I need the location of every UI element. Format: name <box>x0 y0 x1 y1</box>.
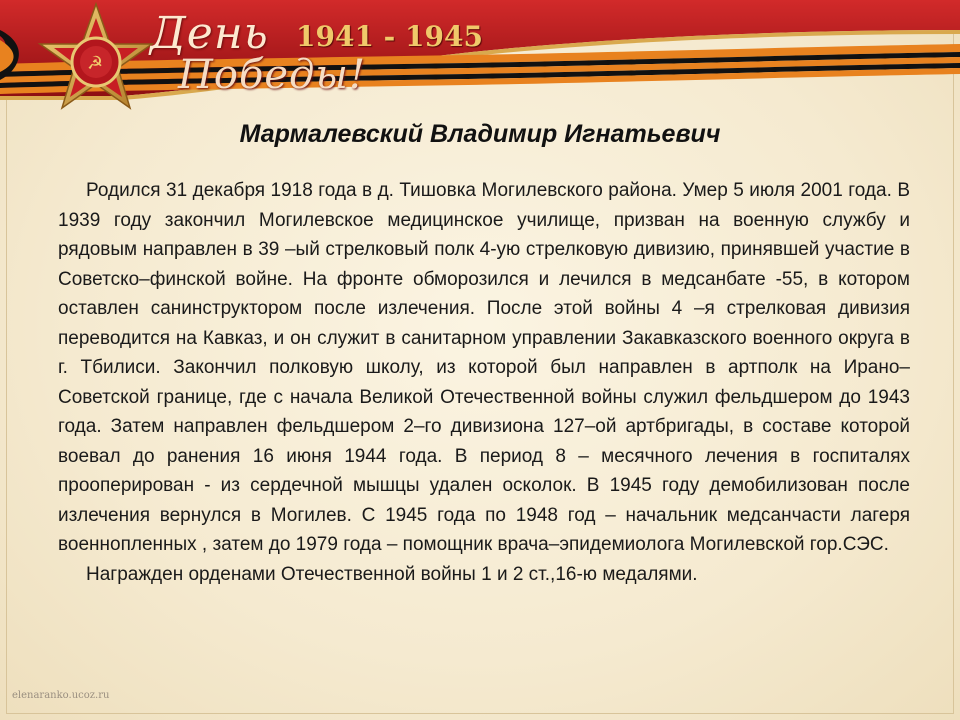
victory-day-banner <box>0 0 960 120</box>
banner-title-day: День <box>150 8 269 59</box>
svg-text:☭: ☭ <box>87 53 104 74</box>
site-watermark: elenaranko.ucoz.ru <box>12 690 110 701</box>
banner-years: 1941 - 1945 <box>296 20 483 53</box>
banner-background <box>0 0 960 120</box>
biography-paragraph: Награжден орденами Отечественной войны 1 и 2 ст.,16-ю медалями. <box>86 563 698 585</box>
biography-paragraph: Родился 31 декабря 1918 года в д. Тишовка Могилевского района. Умер 5 июля 2001 года. В 1939 году закончил Могилевское медицинское училище, призван на военную службу и рядовым направлен в 39 –ый стрелковый полк 4-ую стрелковую дивизию, принявшей участие в Советско–финской войне. На фронте обморозился и лечился в медсанбате -55, в котором оставлен санинструктором после излечения. После этой войны 4 –я стрелковая дивизия переводится на Кавказ, и он служит в санитарном управлении Закавказского военного округа в г. Тбилиси. Закончил полковую школу, из которой был направлен в артполк на Ирано–Советской границе, где с начала Великой Отечественной войны служил фельдшером до 1943 года. Затем направлен фельдшером 2–го дивизиона 127–ой артбригады, в составе которой воевал до ранения 16 июня 1944 года. В период 8 – месячного лечения в госпиталях прооперирован - из сердечной мышцы удален осколок. В 1945 году демобилизован после излечения вернулся в Могилев. С 1945 года по 1948 год – начальник медсанчасти лагеря военнопленных , затем до 1979 года – помощник врача–эпидемиолога Могилевской гор.СЭС. <box>58 180 910 555</box>
banner-title-victory: Победы! <box>178 52 367 98</box>
person-name-heading: Мармалевский Владимир Игнатьевич <box>239 120 721 148</box>
biography-text <box>58 176 910 589</box>
